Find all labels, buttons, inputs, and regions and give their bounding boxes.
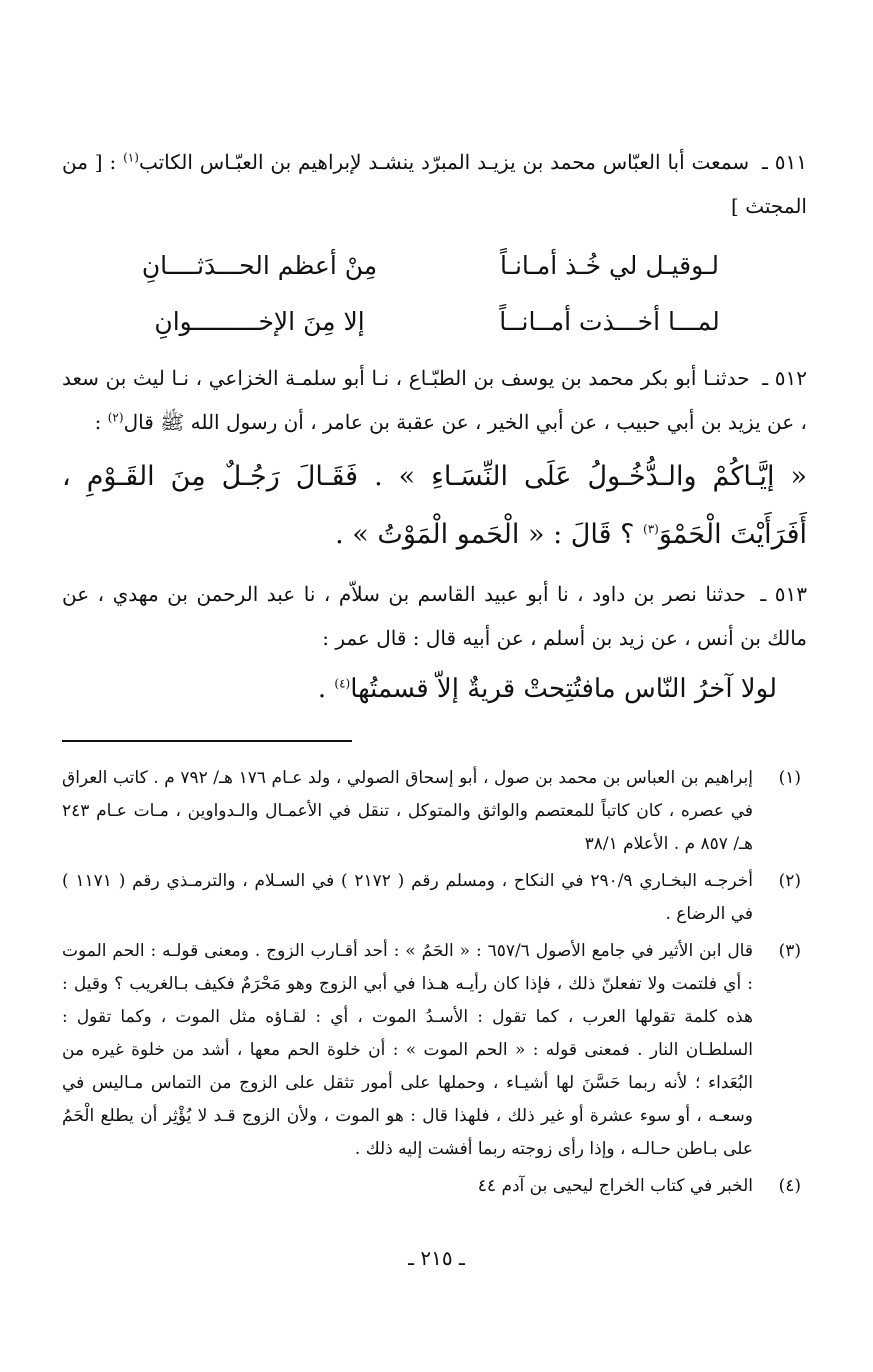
footnote-2 [62,865,807,931]
footnote-1 [62,762,807,861]
paragraph-number: ٥١٢ ـ [762,366,808,390]
footnote-number: (٤) [778,1176,801,1196]
paragraph-511 [62,140,807,228]
footnote-3 [62,935,807,1166]
paragraph-512 [62,356,807,444]
poem-hemistich: إلا مِنَ الإخـــــــــوانِ [154,307,365,336]
footnote-divider [62,740,352,742]
poem-verse-1 [62,238,807,294]
paragraph-text: حدثنا نصر بن داود ، نا أبو عبيد القاسم بن سلاّم ، نا عبد الرحمن بن مهدي ، عن مالك بن أنس ، عن زيد بن أسلم ، عن أبيه قال : قال عمر : [62,582,807,650]
athar-quote [62,660,807,718]
poem-hemistich: مِنْ أعظم الحـــدَثــــانِ [141,251,378,280]
footnote-ref[interactable]: (٤) [334,676,351,691]
footnote-ref[interactable]: (١) [123,150,139,165]
footnotes [62,762,807,1203]
footnote-number: (١) [778,768,801,788]
footnote-text: قال ابن الأثير في جامع الأصول ٦٥٧/٦ : « الحَمُ » : أحد أقـارب الزوج . ومعنى قولـه : الحم الموت : أي فلتمت ولا تفعلنّ ذلك ، فإذا كان رأيـه هـذا في أبي الزوج وهو مَحْرَمٌ فكيف بـالغريب ؟ وقيل : هذه كلمة تقولها العرب ، كما تقول : الأسـدُ الموت ، أي : لقـاؤه مثل الموت ، وكما تقول : السلطـان النار . فمعنى قوله : « الحم الموت » : أن خلوة الحم معها ، أشد من خلوة غيره من البُعَداء ؛ لأنه ربما حَسَّنَ لها أشيـاء ، وحملها على أمور تثقل على الزوج من التماس مـاليس في وسعـه ، أو سوء عشرة أو غير ذلك ، فلهذا قال : هو الموت ، ولأن الزوج قـد لا يُؤْثِر أن يطلع الْحَمُ على بـاطن حـالـه ، وإذا رأى زوجته ربما أفشت إليه ذلك . [62,941,753,1159]
footnote-ref[interactable]: (٣) [643,522,659,536]
footnote-number: (٣) [778,941,801,961]
paragraph-text: حدثنـا أبو بكر محمد بن يوسف بن الطبّـاع ، نـا أبو سلمـة الخزاعي ، نـا ليث بن سعد ، عن يزيد بن أبي حبيب ، عن أبي الخير ، عن عقبة بن عامر ، أن رسول الله ﷺ قال [62,366,807,434]
quote-text: ؟ قَالَ : « الْحَمو الْمَوْتُ » . [335,519,635,550]
poem-hemistich: لـوقيـل لي خُـذ أمـانـاً [500,251,719,280]
footnote-number: (٢) [778,871,801,891]
footnote-text: أخرجـه البخـاري ٢٩٠/٩ في النكاح ، ومسلم رقم ( ٢١٧٢ ) في السـلام ، والترمـذي رقم ( ١١٧١ ) في الرضاع . [62,871,753,924]
quote-text: لولا آخرُ النّاس مافتُتِحتْ قريةٌ إلاّ قسمتُها [350,674,777,704]
quote-text: . [317,674,327,704]
poem [62,238,807,350]
hadith-quote [62,448,807,564]
paragraph-text: : [94,410,102,434]
footnote-4 [62,1170,807,1203]
page-body [62,140,807,1207]
footnote-text: الخبر في كتاب الخراج ليحيى بن آدم ٤٤ [477,1176,753,1196]
paragraph-513 [62,572,807,660]
paragraph-number: ٥١٣ ـ [760,582,808,606]
paragraph-text: : [ من المجتث ] [62,150,807,218]
page-number: ـ ٢١٥ ـ [408,1246,465,1270]
poem-hemistich: لمـــا أخـــذت أمــانــاً [499,307,720,336]
quote-text: « إيَّـاكُمْ والـدُّخُـولُ عَلَى النِّسَـاءِ » . فَقَـالَ رَجُـلٌ مِنَ القَـوْمِ ، أَفَرَأَيْتَ الْحَمْوَ [62,461,807,550]
footnote-text: إبراهيم بن العباس بن محمد بن صول ، أبو إسحاق الصولي ، ولد عـام ١٧٦ هـ/ ٧٩٢ م . كاتب العراق في عصره ، كان كاتباً للمعتصم والواثق والمتوكل ، تنقل في الأعمـال والـدواوين ، مـات عـام ٢٤٣ هـ/ ٨٥٧ م . الأعلام ٣٨/١ [62,768,753,854]
footnote-ref[interactable]: (٢) [107,410,124,425]
poem-verse-2 [62,294,807,350]
paragraph-number: ٥١١ ـ [762,150,807,174]
paragraph-text: سمعت أبا العبّاس محمد بن يزيـد المبرّد ينشـد لإبراهيم بن العبّـاس الكاتب [138,150,750,174]
